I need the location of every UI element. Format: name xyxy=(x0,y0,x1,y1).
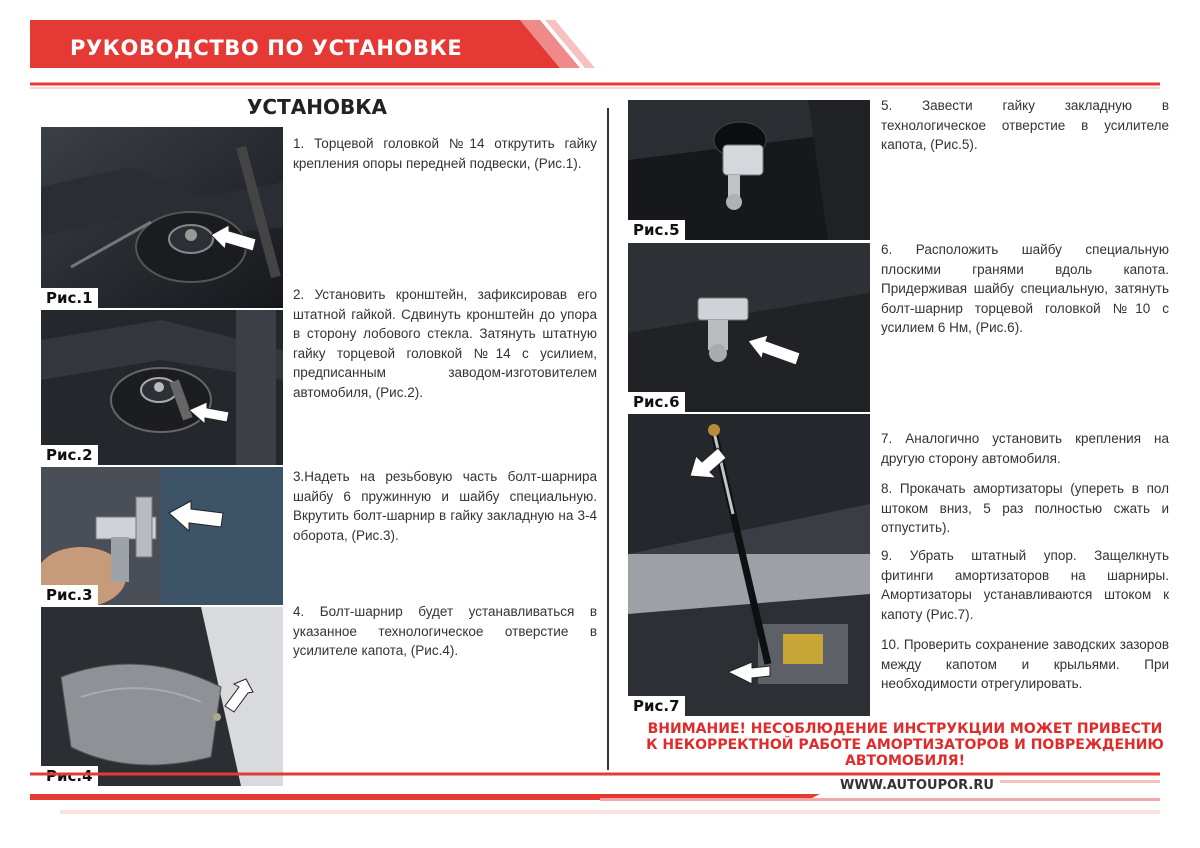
step-7-text: 7. Аналогично установить крепления на другую сторону автомобиля. xyxy=(881,431,1169,466)
figure-4-photo xyxy=(41,607,283,786)
figure-5-caption: Рис.5 xyxy=(628,220,685,240)
footer-stripes xyxy=(0,770,1200,848)
step-6-text: 6. Расположить шайбу специальную плоскими гранями вдоль капота. Придерживая шайбу специальную, затянуть болт-шарнир торцевой головкой №10 с усилием 6 Нм, (Рис.6). xyxy=(881,242,1169,335)
footer-banner xyxy=(0,770,1200,848)
washer-tightened-illustration xyxy=(628,243,870,412)
gas-strut-installed-illustration xyxy=(628,414,870,716)
step-1-text: 1. Торцевой головкой №14 открутить гайку крепления опоры передней подвески, (Рис.1). xyxy=(293,136,597,171)
figure-3-caption: Рис.3 xyxy=(41,585,98,605)
step-2-text: 2. Установить кронштейн, зафиксировав его штатной гайкой. Сдвинуть кронштейн до упора в сторону лобового стекла. Затянуть штатную гайку торцевой головкой №14 с усилием, предписанным заводом-изготовителем автомобиля, (Рис.2). xyxy=(293,287,597,400)
step-5-text: 5. Завести гайку закладную в технологическое отверстие в усилителе капота, (Рис.5). xyxy=(881,98,1169,152)
warning-notice: ВНИМАНИЕ! НЕСОБЛЮДЕНИЕ ИНСТРУКЦИИ МОЖЕТ ПРИВЕСТИ К НЕКОРРЕКТНОЙ РАБОТЕ АМОРТИЗАТОРОВ И ПОВРЕЖДЕНИЮ АВТОМОБИЛЯ! xyxy=(646,721,1164,769)
column-divider xyxy=(607,108,609,770)
website-link[interactable]: WWW.AUTOUPOR.RU xyxy=(840,778,994,793)
figure-1-photo xyxy=(41,127,283,308)
step-9-text: 9. Убрать штатный упор. Защелкнуть фитинги амортизаторов на шарниры. Амортизаторы устанавливаются штоком к капоту (Рис.7). xyxy=(881,548,1169,622)
figure-4-caption: Рис.4 xyxy=(41,766,98,786)
figure-7-photo xyxy=(628,414,870,716)
figure-6-photo xyxy=(628,243,870,412)
figure-2-photo xyxy=(41,310,283,465)
figure-7-caption: Рис.7 xyxy=(628,696,685,716)
header-banner xyxy=(0,0,1200,90)
step-8-text: 8. Прокачать амортизаторы (упереть в пол штоком вниз, 5 раз полностью сжать и отпустить). xyxy=(881,481,1169,535)
bracket-installed-illustration xyxy=(41,310,283,465)
hood-underside-illustration xyxy=(41,607,283,786)
figure-6-caption: Рис.6 xyxy=(628,392,685,412)
page-header-title: РУКОВОДСТВО ПО УСТАНОВКЕ xyxy=(70,36,463,60)
figure-3-photo xyxy=(41,467,283,605)
step-4-text: 4. Болт-шарнир будет устанавливаться в указанное технологическое отверстие в усилителе капота, (Рис.4). xyxy=(293,604,597,658)
figure-2-caption: Рис.2 xyxy=(41,445,98,465)
figure-5-photo xyxy=(628,100,870,240)
engine-bay-strut-illustration xyxy=(41,127,283,308)
figure-1-caption: Рис.1 xyxy=(41,288,98,308)
step-3-text: 3.Надеть на резьбовую часть болт-шарнира шайбу 6 пружинную и шайбу специальную. Вкрутить болт-шарнир в гайку закладную на 3-4 оборота, (Рис.3). xyxy=(293,469,597,543)
section-title: УСТАНОВКА xyxy=(247,95,388,119)
insert-nut-illustration xyxy=(628,100,870,240)
step-10-text: 10. Проверить сохранение заводских зазоров между капотом и крыльями. При необходимости отрегулировать. xyxy=(881,637,1169,691)
